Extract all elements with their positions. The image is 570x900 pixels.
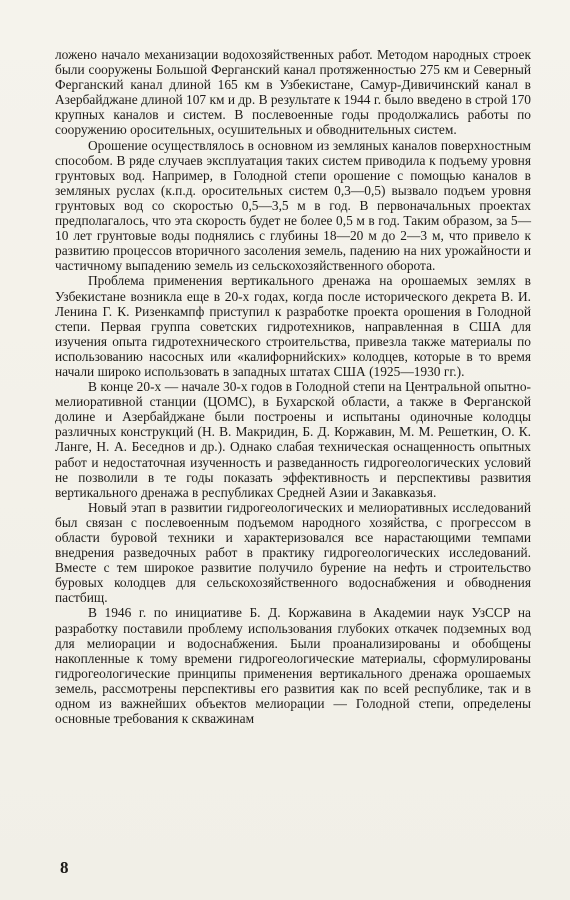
paragraph-2: Орошение осуществлялось в основном из земляных каналов поверхностным способом. В ряде случаев эксплуатация таких систем приводила к подъему уровня грунтовых вод. Например, в Голодной степи орошение с помощью каналов в земляных руслах (к.п.д. оросительных систем 0,3—0,5) вызвало подъем уровня грунтовых вод со скоростью 0,5—3,5 м в год. В первоначальных проектах предполагалось, что эта скорость будет не более 0,5 м в год. Таким образом, за 5—10 лет грунтовые воды поднялись с глубины 18—20 м до 2—3 м, что привело к развитию процессов вторичного засоления земель, падению на них урожайности и частичному выпадению земель из сельскохозяйственного оборота. [55,137,531,274]
body-text [55,47,531,726]
paragraph-4: В конце 20-х — начале 30-х годов в Голодной степи на Центральной опытно-мелиоративной станции (ЦОМС), в Бухарской области, а также в Ферганской долине и Азербайджане были построены и испытаны одиночные колодцы различных конструкций (Н. В. Макридин, Б. Д. Коржавин, М. М. Решеткин, О. К. Ланге, Н. А. Беседнов и др.). Однако слабая техническая оснащенность опытных работ и недостаточная изученность и разведанность гидрогеологических условий не позволили в те годы показать эффективность и перспективы развития вертикального дренажа в республиках Средней Азии и Закавказья. [55,379,531,500]
paragraph-1: ложено начало механизации водохозяйственных работ. Методом народных строек были сооружены Большой Ферганский канал протяженностью 275 км и Северный Ферганский канал длиной 165 км в Узбекистане, Самур-Дивичинский канал в Азербайджане длиной 107 км и др. В результате к 1944 г. было введено в строй 170 крупных каналов и систем. В послевоенные годы продолжались работы по сооружению оросительных, осушительных и обводнительных систем. [55,47,531,138]
paragraph-6: В 1946 г. по инициативе Б. Д. Коржавина в Академии наук УзССР на разработку поставили проблему использования глубоких откачек подземных вод для мелиорации и водоснабжения. Были проанализированы и обобщены накопленные к тому времени гидрогеологические материалы, сформулированы гидрогеологические принципы применения вертикального дренажа орошаемых земель, рассмотрены перспективы его развития как по всей республике, так и в одном из важнейших объектов мелиорации — Голодной степи, определены основные требования к скважинам [55,605,531,727]
page-number: 8 [60,858,69,877]
paragraph-3: Проблема применения вертикального дренажа на орошаемых землях в Узбекистане возникла еще в 20-х годах, когда после исторического декрета В. И. Ленина Г. К. Ризенкампф приступил к разработке проекта орошения в Голодной степи. Первая группа советских гидротехников, направленная в США для изучения опыта гидротехнического строительства, привезла также материалы по использованию насосных или «калифорнийских» колодцев, которые в то время начали широко использовать в западных штатах США (1925—1930 гг.). [55,273,531,379]
paragraph-5: Новый этап в развитии гидрогеологических и мелиоративных исследований был связан с послевоенным подъемом народного хозяйства, с прогрессом в области буровой техники и характеризовался все нарастающими темпами внедрения разведочных работ в практику гидрогеологических исследований. Вместе с тем широкое развитие получило бурение на нефть и строительство буровых колодцев для сельскохозяйственного водоснабжения и обводнения пастбищ. [55,499,531,606]
